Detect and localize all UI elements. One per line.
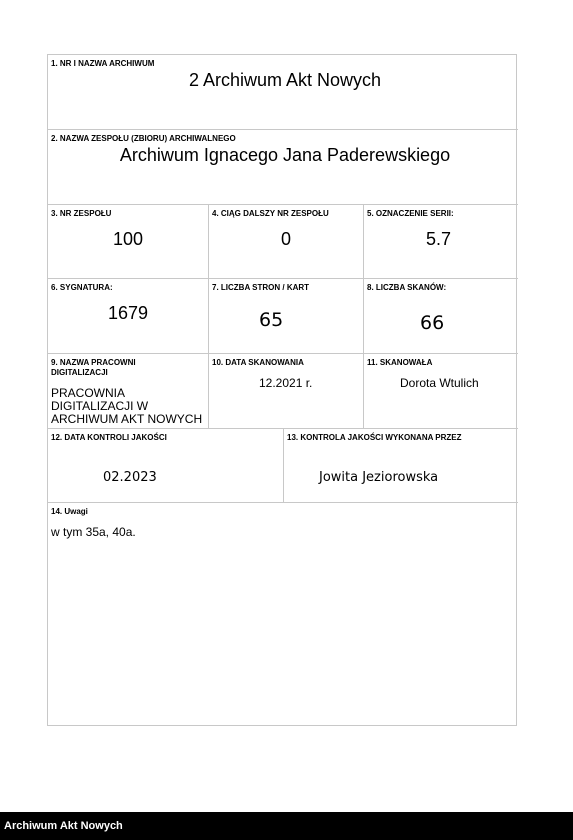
field-notes <box>48 503 518 725</box>
archive-record-card <box>47 54 517 726</box>
field-label: 9. NAZWA PRACOWNI DIGITALIZACJI <box>51 358 136 377</box>
field-label: 2. NAZWA ZESPOŁU (ZBIORU) ARCHIWALNEGO <box>51 134 236 143</box>
field-value: w tym 35a, 40a. <box>51 525 136 539</box>
field-value: 1679 <box>108 303 149 323</box>
field-value: Jowita Jeziorowska <box>319 470 439 485</box>
field-series <box>364 205 518 279</box>
field-label: 14. Uwagi <box>51 507 88 516</box>
field-fonds-continuation <box>209 205 364 279</box>
field-value: 100 <box>113 229 144 249</box>
field-label: 5. OZNACZENIE SERII: <box>367 209 454 218</box>
field-fonds-name <box>48 130 518 205</box>
field-scan-count <box>364 279 518 354</box>
field-value: 2 Archiwum Akt Nowych <box>188 70 382 90</box>
footer-bar <box>0 812 573 840</box>
footer-text: Archiwum Akt Nowych <box>4 820 123 832</box>
field-value: 12.2021 r. <box>259 376 313 390</box>
field-value: Dorota Wtulich <box>400 376 479 390</box>
field-digitization-lab <box>48 354 209 429</box>
field-value: 0 <box>281 229 292 249</box>
field-value: 5.7 <box>426 229 452 249</box>
field-label: 3. NR ZESPOŁU <box>51 209 112 218</box>
field-scanned-by <box>364 354 518 429</box>
field-value: PRACOWNIA DIGITALIZACJI W ARCHIWUM AKT NOWYCH <box>51 386 203 426</box>
field-label: 12. DATA KONTROLI JAKOŚCI <box>51 433 167 442</box>
field-label: 13. KONTROLA JAKOŚCI WYKONANA PRZEZ <box>287 433 462 442</box>
field-value: 66 <box>420 312 445 334</box>
field-label: 1. NR I NAZWA ARCHIWUM <box>51 59 155 68</box>
field-archive-name <box>48 55 518 130</box>
field-label: 4. CIĄG DALSZY NR ZESPOŁU <box>212 209 329 218</box>
field-label: 8. LICZBA SKANÓW: <box>367 283 447 292</box>
field-value: Archiwum Ignacego Jana Paderewskiego <box>119 145 451 165</box>
field-label: 7. LICZBA STRON / KART <box>212 283 310 292</box>
field-label: 6. SYGNATURA: <box>51 283 113 292</box>
field-label: 10. DATA SKANOWANIA <box>212 358 304 367</box>
field-page-count <box>209 279 364 354</box>
field-scan-date <box>209 354 364 429</box>
field-qc-performed-by <box>284 429 518 503</box>
field-fonds-number <box>48 205 209 279</box>
field-qc-date <box>48 429 284 503</box>
field-label: 11. SKANOWAŁA <box>367 358 433 367</box>
field-value: 02.2023 <box>103 470 157 485</box>
field-signature <box>48 279 209 354</box>
field-value: 65 <box>259 309 284 331</box>
